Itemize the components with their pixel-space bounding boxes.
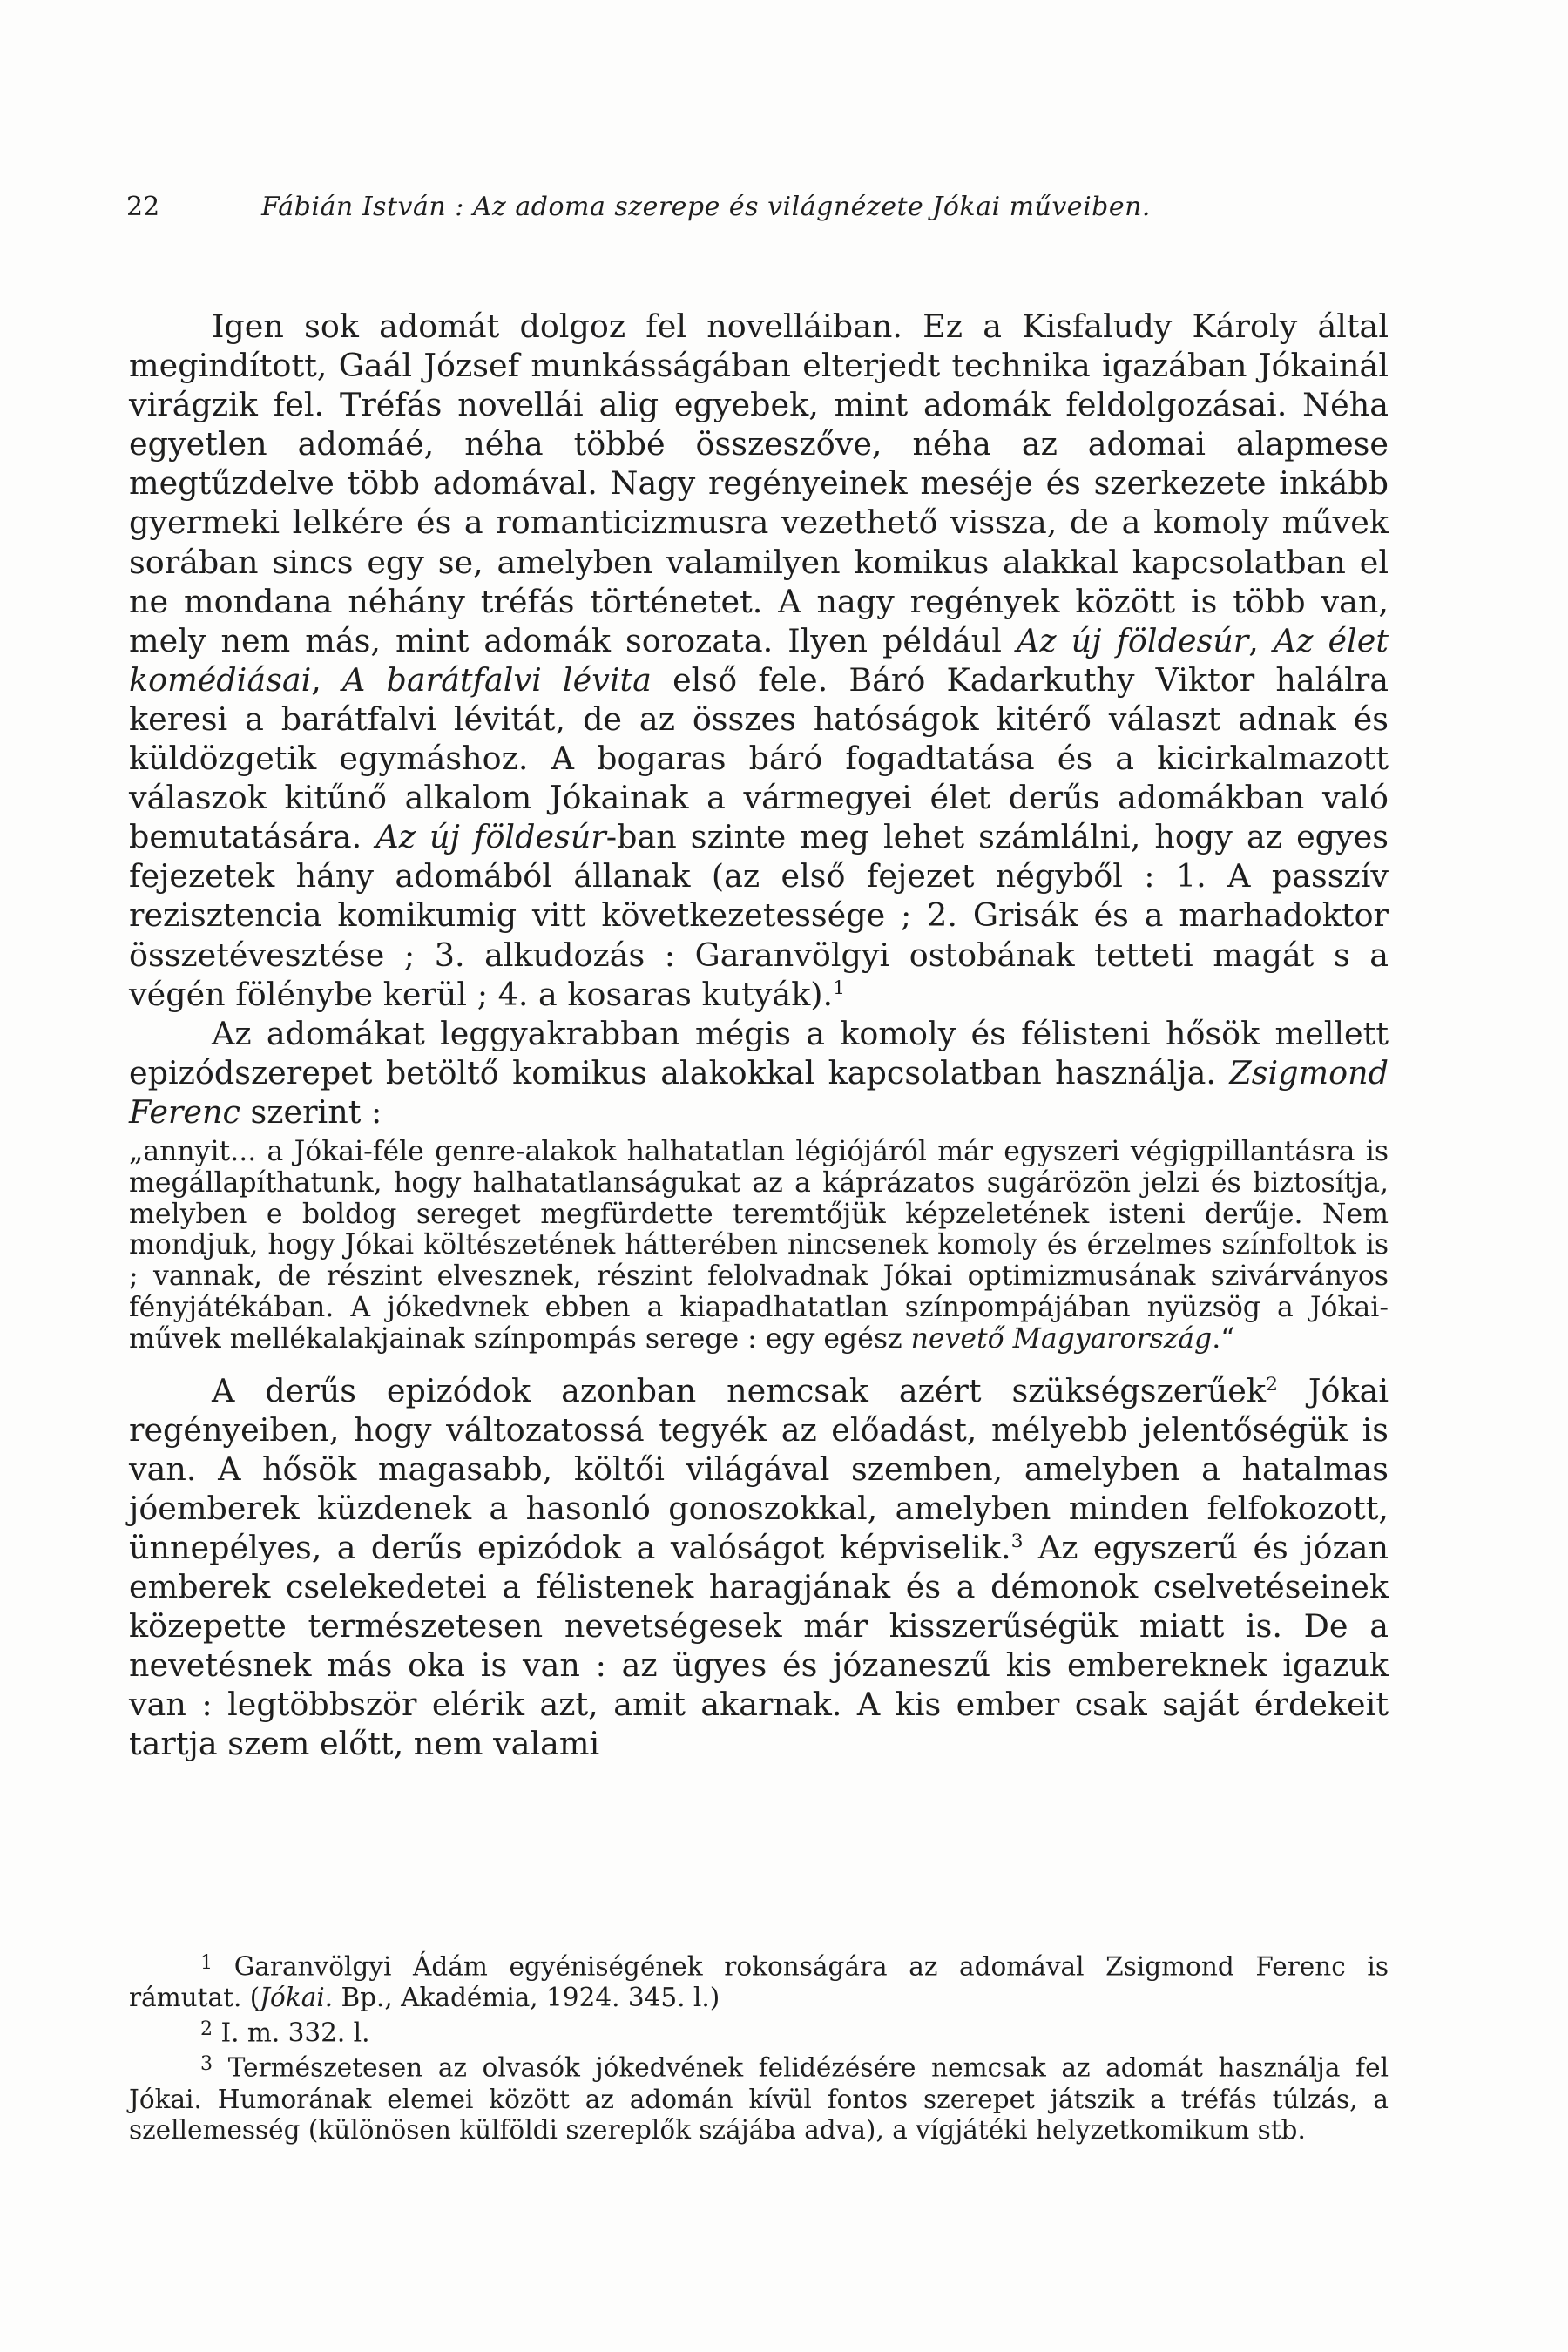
footnote-2 [129,2014,1389,2049]
paragraph-text: Az adomákat leggyakrabban mégis a komoly és félisteni hősök mellett epizódszerepet betöltő komikus alakokkal kapcsolatban használja. [129,1014,1389,1092]
footnote-3 [129,2049,1389,2146]
separator: , [311,660,343,699]
footnote-text: Természetesen az olvasók jókedvének felidézésére nemcsak az adomát használja fel Jókai. Humorának elemei között az adomán kívül fontos szerepet játszik a tréfás túlzás, a szellemesség (különösen külföldi szereplők szájába adva), a vígjátéki helyzetkomikum stb. [129,2052,1389,2146]
footnote-1 [129,1948,1389,2014]
paragraph-1 [129,307,1389,1014]
work-title: Az élet komédiásai [129,621,1389,699]
paragraph-text: Az egyszerű és józan emberek cselekedetei a félistenek haragjának és a démonok cselvetéseinek közepette természetesen nevetségesek már kisszerűségük miatt is. De a nevetésnek más oka is van : az ügyes és józaneszű kis embereknek igazuk van : legtöbbször elérik azt, amit akarnak. A kis ember csak saját érdekeit tartja szem előtt, nem valami [129,1528,1389,1763]
footnote-ref: 1 [833,977,846,999]
footnote-number: 3 [200,2052,213,2076]
footnote-text: I. m. 332. l. [213,2017,370,2048]
footnote-title: Jókai. [260,1983,334,2013]
block-quote [129,1137,1389,1355]
quote-text: „annyit... a Jókai-féle genre-alakok halhatatlan légiójáról már egyszeri végigpillantásra is megállapíthatunk, hogy halhatatlanságukat az a káprázatos sugárözön jelzi és biztosítja, melyben e boldog sereget megfürdette teremtőjük képzeletének isteni derűje. Nem mondjuk, hogy Jókai költészetének hátterében nincsenek komoly és érzelmes színfoltok is ; vannak, de részint elvesznek, részint felolvadnak Jókai optimizmusának szivárványos fényjátékában. A jókedvnek ebben a kiapadhatatlan színpompájában nyüzsög a Jókai-művek mellékalakjainak színpompás serege : egy egész [129,1135,1389,1355]
page-number: 22 [126,192,160,222]
footnote-number: 1 [200,1951,213,1974]
paragraph-text: Jókai regényeiben, hogy változatossá tegyék az előadást, mélyebb jelentőségük is van. A hősök magasabb, költői világával szemben, amelyben a hatalmas jóemberek küzdenek a hasonló gonoszokkal, amelyben minden felfokozott, ünnepélyes, a derűs epizódok a valóságot képviselik. [129,1371,1389,1566]
work-title: Az új földesúr [375,818,606,856]
paragraph-text: Igen sok adomát dolgoz fel novelláiban. Ez a Kisfaludy Károly által megindított, Gaál József munkásságában elterjedt technika igazában Jókainál virágzik fel. Tréfás novellái alig egyebek, mint adomák feldolgozásai. Néha egyetlen adomáé, néha többé összeszőve, néha az adomai alapmese megtűzdelve több adomával. Nagy regényeinek meséje és szerkezete inkább gyermeki lelkére és a romanticizmusra vezethető vissza, de a komoly művek sorában sincs egy se, amelyben valamilyen komikus alakkal kapcsolatban el ne mondana néhány tréfás történetet. A nagy regények között is több van, mely nem más, mint adomák sorozata. Ilyen például [129,308,1389,659]
quote-end: .“ [1212,1322,1235,1355]
footnotes [129,1948,1389,2146]
body-text [129,307,1389,1763]
quote-emphasis: nevető Magyarország [910,1322,1213,1355]
paragraph-3 [129,1371,1389,1764]
running-title: Fábián István : Az adoma szerepe és világnézete Jókai műveiben. [261,192,1151,222]
footnote-ref: 3 [1010,1530,1024,1552]
footnote-text: Bp., Akadémia, 1924. 345. l.) [333,1983,720,2013]
footnote-ref: 2 [1265,1373,1278,1396]
footnote-text: Garanvölgyi Ádám egyéniségének rokonságára az adomával Zsigmond Ferenc is rámutat. ( [129,1951,1389,2013]
paragraph-text: A derűs epizódok azonban nemcsak azért szükségszerűek [212,1371,1266,1409]
separator: , [1248,621,1274,659]
paragraph-text: szerint : [240,1092,382,1131]
work-title: A barátfalvi lévita [342,660,652,699]
author-name: Zsigmond Ferenc [129,1053,1389,1131]
paragraph-2 [129,1014,1389,1132]
footnote-number: 2 [200,2017,213,2040]
work-title: Az új földesúr [1016,621,1249,659]
paragraph-text: első fele. Báró Kadarkuthy Viktor halálra keresi a barátfalvi lévitát, de az összes hatóságok kitérő választ adnak és küldözgetik egymáshoz. A bogaras báró fogadtatása és a kicirkalmazott válaszok kitűnő alkalom Jókainak a vármegyei élet derűs adomákban való bemutatására. [129,660,1389,856]
paragraph-text: -ban szinte meg lehet számlálni, hogy az egyes fejezetek hány adomából állanak (az első fejezet négyből : 1. A passzív rezisztencia komikumig vitt következetessége ; 2. Grisák és a marhadoktor összetévesztése ; 3. alkudozás : Garanvölgyi ostobának tetteti magát s a végén fölénybe kerül ; 4. a kosaras kutyák). [129,818,1389,1013]
